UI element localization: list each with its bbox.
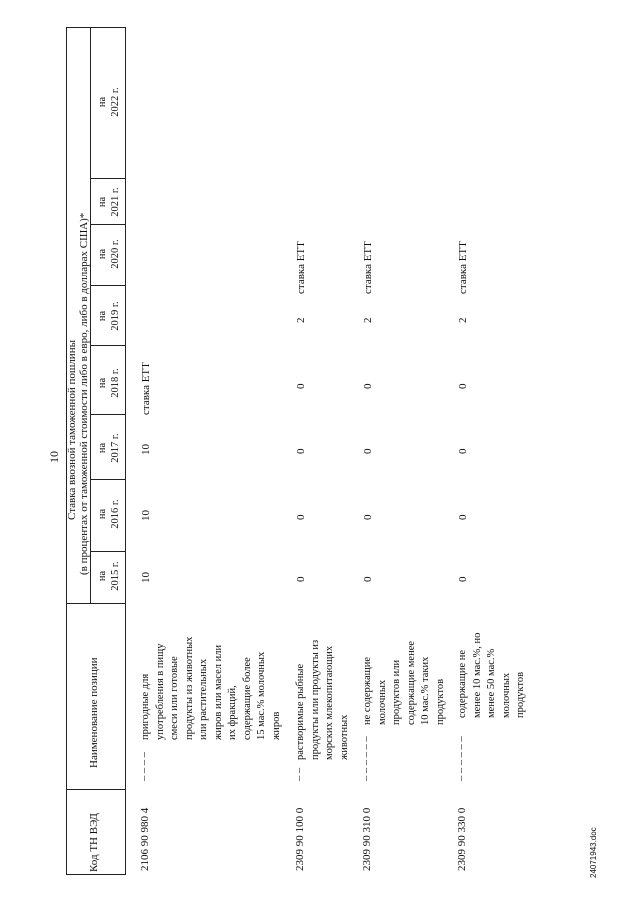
table-bottom-line <box>66 874 126 875</box>
header-code: Код ТН ВЭД <box>88 813 100 872</box>
year-divider <box>90 479 125 480</box>
rate-value: ставка ЕТТ <box>457 241 469 294</box>
year-header-2018: на 2018 г. <box>97 368 121 398</box>
rate-value: 2 <box>295 317 307 323</box>
year-divider <box>90 285 125 286</box>
row-prefix: – – <box>294 767 305 781</box>
row-name: не содержащие молочных продуктов или содержащие менее 10 мас.% таких продуктов <box>362 640 446 725</box>
rate-value: 0 <box>362 514 374 520</box>
rate-value: 0 <box>362 576 374 582</box>
year-header-2016: на 2016 г. <box>97 499 121 529</box>
row-code: 2309 90 310 0 <box>361 807 373 871</box>
row-code: 2106 90 980 4 <box>139 807 151 871</box>
name-col-divider <box>66 603 126 604</box>
year-header-2019: на 2019 г. <box>97 301 121 331</box>
header-rate-title: Ставка ввозной таможенной пошлины <box>66 340 78 520</box>
rate-value: ставка ЕТТ <box>362 241 374 294</box>
rate-value: 0 <box>362 383 374 389</box>
year-header-2022: на 2022 г. <box>97 87 121 117</box>
rate-value: 2 <box>362 317 374 323</box>
row-name: растворимые рыбные продукты или продукты из морских млекопитающих животных <box>295 639 350 760</box>
rate-value: 10 <box>140 444 152 455</box>
rate-value: 10 <box>140 510 152 521</box>
year-header-2021: на 2021 г. <box>97 187 121 217</box>
rate-value: 0 <box>362 448 374 454</box>
rate-value: 0 <box>295 576 307 582</box>
year-divider <box>90 414 125 415</box>
row-name: пригодные для употребления в пищу смеси или готовые продукты из животных или растительных жиров или масел или их фракций, содержащие более 15 мас.% молочных жиров <box>140 636 282 740</box>
header-name: Наименование позиции <box>88 657 100 768</box>
row-code: 2309 90 330 0 <box>456 807 468 871</box>
rate-value: 0 <box>295 514 307 520</box>
rate-value: 0 <box>295 448 307 454</box>
rate-value: 0 <box>457 383 469 389</box>
row-name: содержащие не менее 10 мас.%, но менее 50 мас.% молочных продуктов <box>457 632 526 718</box>
year-header-2015: на 2015 г. <box>97 561 121 591</box>
year-header-2017: на 2017 г. <box>97 433 121 463</box>
rate-value: ставка ЕТТ <box>140 362 152 415</box>
header-rate-subtitle: (в процентах от таможенной стоимости либо в евро, либо в долларах США)* <box>78 212 90 575</box>
rate-value: 2 <box>457 317 469 323</box>
row-prefix: – – – – – – <box>456 736 467 781</box>
code-col-divider <box>66 789 126 790</box>
rate-value: 0 <box>295 383 307 389</box>
rate-title-divider <box>90 27 91 604</box>
page-number: 10 <box>47 451 61 463</box>
row-prefix: – – – – <box>139 752 150 781</box>
rate-value: 0 <box>457 448 469 454</box>
rate-value: 0 <box>457 514 469 520</box>
year-header-2020: на 2020 г. <box>97 239 121 269</box>
table-header-bottom <box>125 27 126 875</box>
table-top-line <box>66 27 126 28</box>
rate-value: 10 <box>140 572 152 583</box>
footer-filename: 24071943.doc <box>589 827 598 878</box>
year-divider <box>90 345 125 346</box>
row-prefix: – – – – – – <box>361 736 372 781</box>
row-code: 2309 90 100 0 <box>294 807 306 871</box>
rate-value: ставка ЕТТ <box>295 241 307 294</box>
rate-value: 0 <box>457 576 469 582</box>
